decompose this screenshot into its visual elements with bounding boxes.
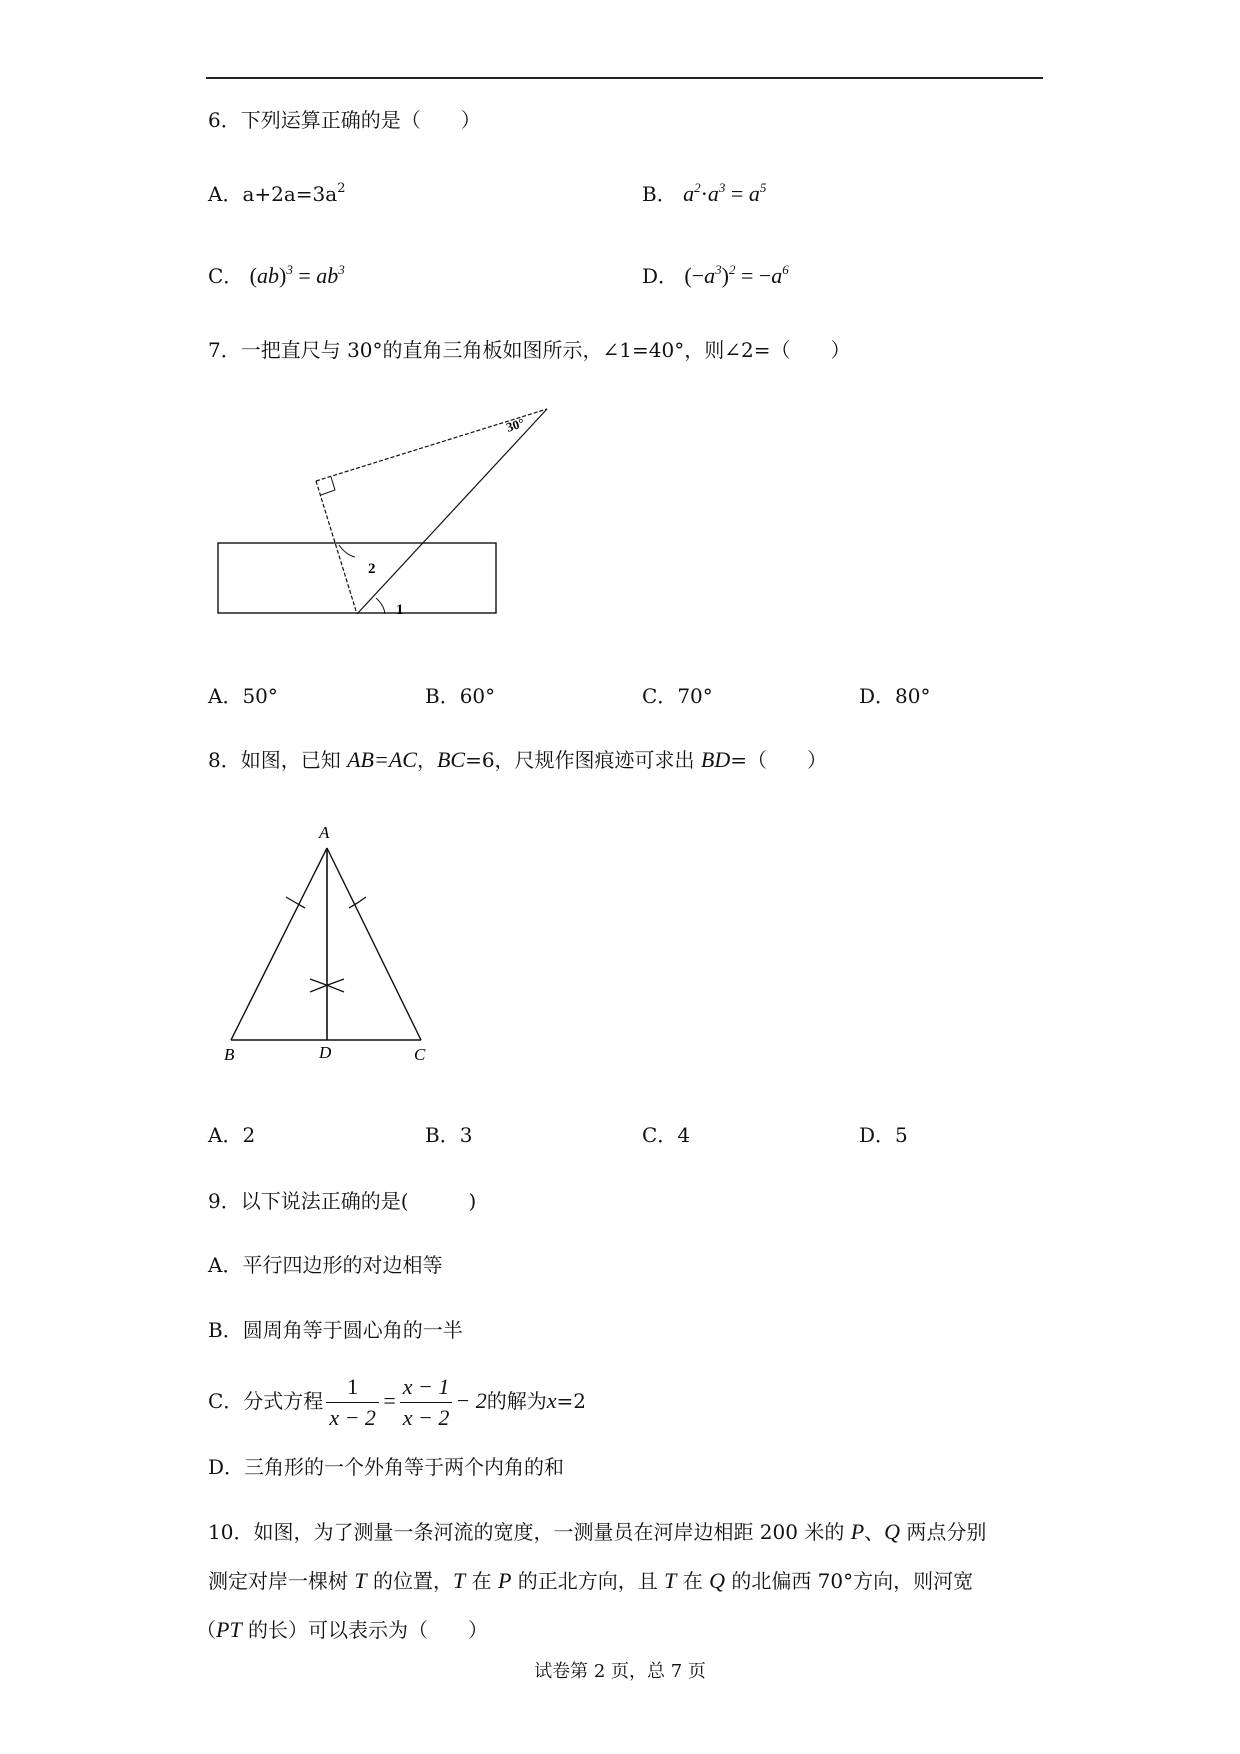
page-footer: 试卷第 2 页，总 7 页 bbox=[534, 1661, 706, 1682]
q10-line-1: 10．如图，为了测量一条河流的宽度，一测量员在河岸边相距 200 米的 P、Q 两点分别 bbox=[208, 1519, 987, 1544]
expression: a+2a=3a bbox=[242, 182, 338, 206]
option-label: C． bbox=[208, 264, 244, 288]
q9-option-d[interactable]: D．三角形的一个外角等于两个内角的和 bbox=[208, 1455, 565, 1479]
q7-option-a[interactable]: A．50° bbox=[208, 684, 278, 708]
option-label: B． bbox=[642, 182, 677, 206]
label-b: B bbox=[224, 1045, 235, 1064]
q9-option-a[interactable]: A．平行四边形的对边相等 bbox=[208, 1253, 443, 1277]
formula: $(-a^3)^2 = -a^6$ bbox=[684, 262, 789, 288]
label-c: C bbox=[414, 1045, 426, 1064]
q8-option-b[interactable]: B．3 bbox=[425, 1123, 473, 1147]
q10-line-3: （PT 的长）可以表示为（ ） bbox=[196, 1617, 489, 1642]
q7-option-c[interactable]: C．70° bbox=[642, 684, 713, 708]
label-a: A bbox=[319, 823, 330, 842]
option-label: A． bbox=[208, 182, 243, 206]
q9-option-c[interactable]: C．分式方程 $\frac{1}{x - 2}$ = $\frac{x - 1}{x - 2}$ − 2的解为x=2 bbox=[208, 1372, 586, 1433]
q7-option-d[interactable]: D．80° bbox=[859, 684, 931, 708]
option-label: D． bbox=[642, 264, 679, 288]
side-ab bbox=[231, 848, 327, 1040]
q7-option-b[interactable]: B．60° bbox=[425, 684, 496, 708]
label-angle-1: 1 bbox=[396, 602, 404, 618]
q8-option-c[interactable]: C．4 bbox=[642, 1123, 691, 1147]
fraction-1: $\frac{1}{x - 2}$ bbox=[326, 1372, 379, 1433]
q8-option-d[interactable]: D．5 bbox=[859, 1123, 908, 1147]
exponent: 2 bbox=[337, 181, 346, 196]
formula: $(ab)^3 = ab^3$ bbox=[249, 262, 345, 288]
label-angle-2: 2 bbox=[368, 561, 376, 577]
q6-stem: 6．下列运算正确的是（ ） bbox=[208, 108, 481, 132]
formula: $a^2\cdot a^3 = a^5$ bbox=[683, 180, 767, 206]
q9-stem: 9．以下说法正确的是( ) bbox=[208, 1189, 477, 1213]
q10-line-2: 测定对岸一棵树 T 的位置，T 在 P 的正北方向，且 T 在 Q 的北偏西 70°方向，则河宽 bbox=[208, 1568, 974, 1593]
side-ac bbox=[327, 848, 421, 1040]
q9-option-b[interactable]: B．圆周角等于圆心角的一半 bbox=[208, 1318, 463, 1342]
label-d: D bbox=[319, 1043, 332, 1062]
q7-stem: 7．一把直尺与 30°的直角三角板如图所示，∠1=40°，则∠2=（ ） bbox=[208, 338, 851, 362]
label-30-degree: 30° bbox=[504, 414, 527, 435]
q8-option-a[interactable]: A．2 bbox=[208, 1123, 256, 1147]
q8-stem: 8．如图，已知 AB=AC，BC=6，尺规作图痕迹可求出 BD=（ ） bbox=[208, 747, 827, 772]
fraction-2: $\frac{x - 1}{x - 2}$ bbox=[400, 1372, 453, 1433]
